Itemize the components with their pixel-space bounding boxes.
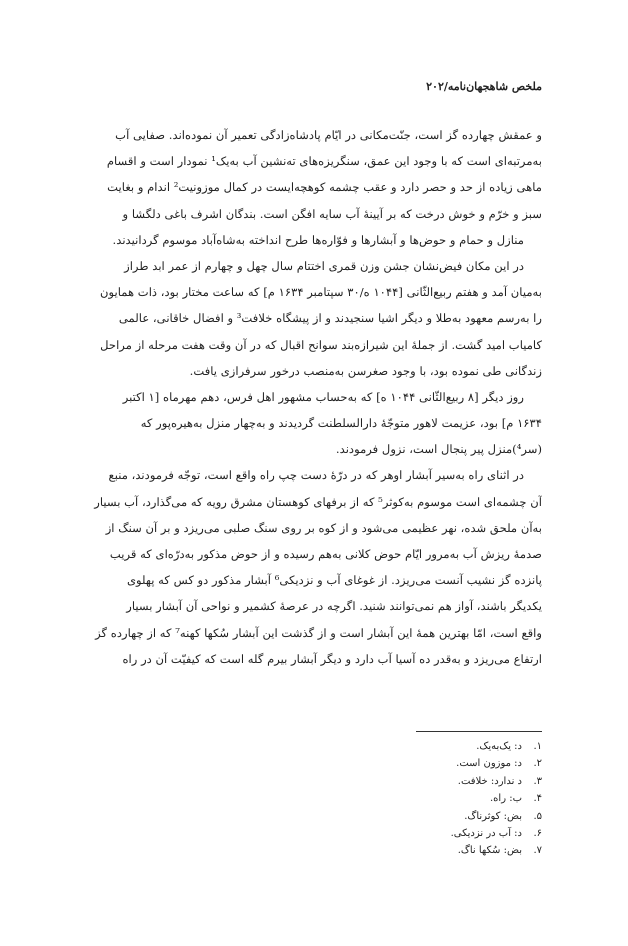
footnote-text: د ندارد: خلافت. xyxy=(457,775,522,787)
footnote-text: د: یک‌به‌یک. xyxy=(476,741,522,752)
footnote-number: ۴. xyxy=(533,793,542,805)
running-head: ملخص شاهجهان‌نامه/۲۰۲ xyxy=(426,80,542,93)
footnote xyxy=(342,738,542,755)
text-line: به‌مرتبه‌ای است که با وجود این عمق، سنگریزه‌های ته‌نشین آب به‌یک¹ نمودار است و اقسام xyxy=(106,154,542,169)
text-line: یکدیگر باشند، آواز هم نمی‌توانند شنید. اگرچه در عرصهٔ کشمیر و نواحی آن آبشار بسیار xyxy=(126,599,542,614)
footnote xyxy=(342,755,542,772)
text-line: (سر⁴)منزل پیر پنجال است، نزول فرمودند. xyxy=(335,442,542,457)
footnote-text: بض: سُکها ناگ. xyxy=(457,845,522,857)
text-line: در این مکان فیض‌نشان جشن وزن قمری اختتام سال چهل و چهارم از عمر ابد طراز xyxy=(124,258,524,273)
text-line: منازل و حمام و حوض‌ها و آبشارها و فوّاره‌ها طرح انداخته به‌شاه‌آباد موسوم گردانیدند. xyxy=(112,232,524,247)
text-line: کامیاب امید گشت. از جملهٔ این شیرازه‌بند سوانح اقبال که در آن وقت هفت مرحله از مراحل xyxy=(100,337,542,352)
footnote xyxy=(342,825,542,842)
text-line: ارتفاع می‌ریزد و به‌قدر ده آسیا آب دارد و دیگر آبشار بیرم گله است که کیفیّت آن در راه xyxy=(122,651,542,666)
text-line: روز دیگر [۸ ربیع‌الثّانی ۱۰۴۴ ه] که به‌حساب مشهور اهل فرس، دهم مهرماه [۱ اکتبر xyxy=(122,389,524,404)
footnote xyxy=(342,842,542,859)
footnote-text: بض: کوثرناگ. xyxy=(464,810,522,822)
text-line: صدمهٔ ریزش آب به‌مرور ایّام حوض کلانی به‌هم رسیده و از حوض مذکور به‌درّه‌ای که قریب xyxy=(109,547,542,561)
body-text xyxy=(86,122,542,672)
text-line: و عمقش چهارده گز است، جنّت‌مکانی در ایّام پادشاه‌زادگی تعمیر آن نموده‌اند. صفایی آب xyxy=(115,128,542,142)
footnote-text: د: موزون است. xyxy=(456,758,522,770)
text-line: ماهی زیاده از حد و حصر دارد و عقب چشمه کوهچه‌ایست در کمال موزونیت² اندام و بغایت xyxy=(107,180,542,195)
footnote-text: د: آب در نزدیکی. xyxy=(450,827,522,839)
footnote-number: ۲. xyxy=(533,758,542,770)
footnote-number: ۷. xyxy=(533,845,542,857)
text-line: زندگانی طی نموده بود، با وجود صغرسن به‌منصب درخور سرفرازی یافت. xyxy=(189,363,542,378)
footnote-number: ۵. xyxy=(533,810,542,822)
footnote-divider xyxy=(416,731,542,732)
text-line: به‌میان آمد و هفتم ربیع‌الثّانی [۱۰۴۴ ه/۳۰ سپتامبر ۱۶۳۴ م] که ساعت مختار بود، ذات همایون xyxy=(100,285,542,300)
text-line: سبز و خرّم و خوش درخت که بر آیینهٔ آب سایه افگن است. بندگان اشرف باغی دلگشا و xyxy=(122,206,542,221)
text-line: به‌آن ملحق شده، نهر عظیمی می‌شود و از کوه بر روی سنگ صلبی می‌ریزد و بر آن سنگ از xyxy=(105,520,542,535)
text-line: آن چشمه‌ای است موسوم به‌کوثر⁵ که از برفهای کوهستان مشرق رویه که می‌گذارد، آب بسیار xyxy=(94,494,542,509)
footnote xyxy=(342,773,542,790)
text-line: واقع است، امّا بهترین همهٔ این آبشار است و از گذشت این آبشار سُکها کهنه⁷ که از چهارده گز xyxy=(95,625,542,640)
footnote-number: ۶. xyxy=(533,827,542,839)
footnote-number: ۱. xyxy=(533,741,542,752)
footnote xyxy=(342,790,542,807)
footnote-number: ۳. xyxy=(533,775,542,787)
footnotes xyxy=(342,738,542,860)
text-line: ۱۶۳۴ م] بود، عزیمت لاهور متوجّهٔ دارالسلطنت گردیدند و به‌چهار منزل به‌هیره‌پور که xyxy=(140,416,542,431)
footnote xyxy=(342,808,542,825)
text-line: پانزده گز نشیب آنست می‌ریزد. از غوغای آب و نزدیکی⁶ آبشار مذکور دو کس که پهلوی xyxy=(126,573,542,588)
text-line: در اثنای راه به‌سیر آبشار اوهر که در درّهٔ دست چپ راه واقع است، توجّه فرمودند، منبع xyxy=(108,468,524,483)
text-line: را به‌رسم معهود به‌طلا و دیگر اشیا سنجیدند و از پیشگاه خلافت³ و افضال خاقانی، عالمی xyxy=(118,311,542,326)
footnote-text: ب: راه. xyxy=(490,793,522,805)
